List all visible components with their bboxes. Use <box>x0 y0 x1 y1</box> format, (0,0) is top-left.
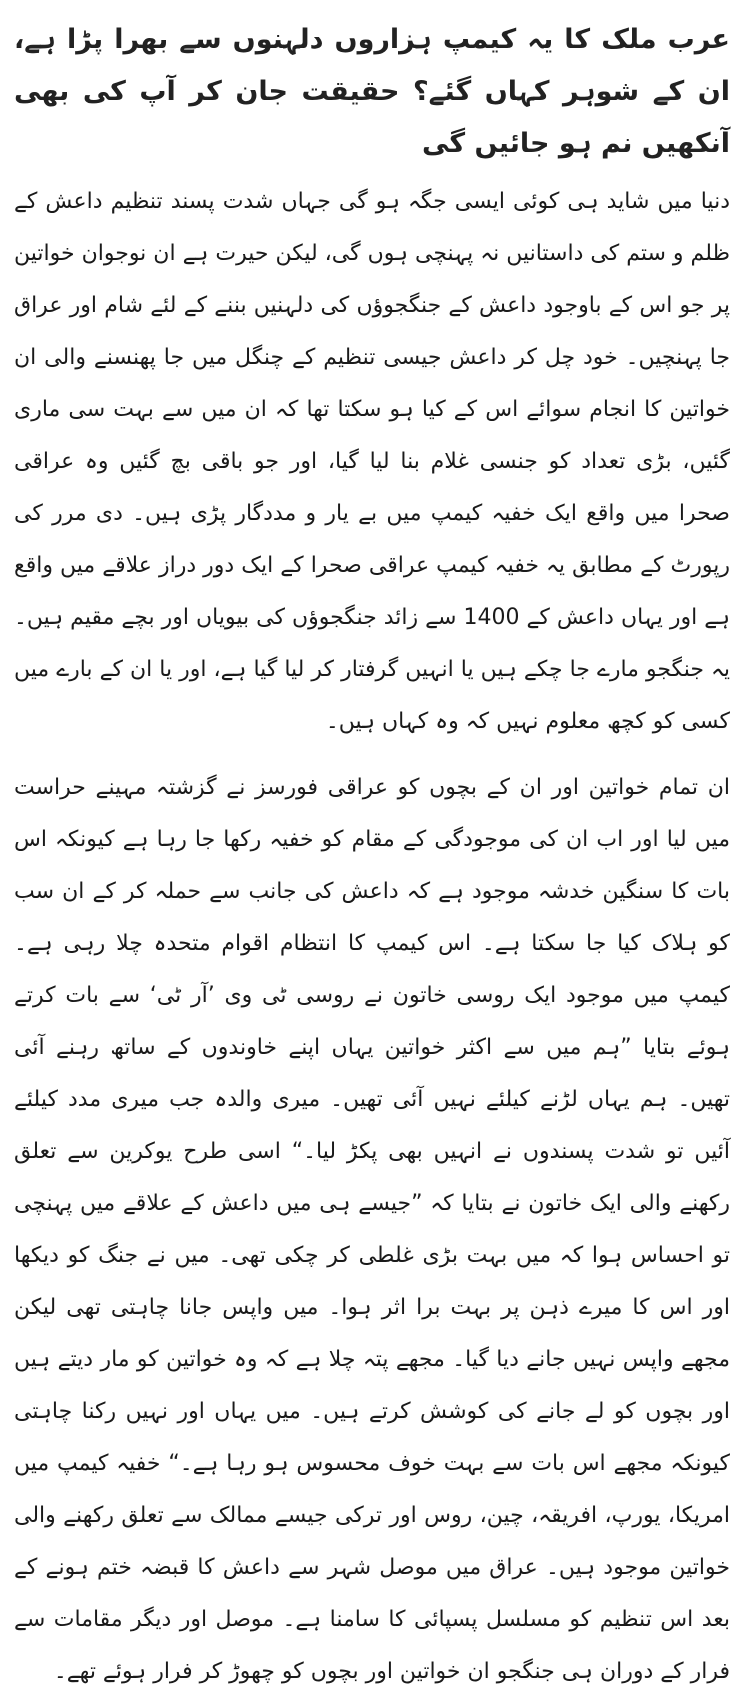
article-paragraph-1: دنیا میں شاید ہی کوئی ایسی جگہ ہو گی جہاں شدت پسند تنظیم داعش کے ظلم و ستم کی داستانیں نہ پہنچی ہوں گی، لیکن حیرت ہے ان نوجوان خواتین پر جو اس کے باوجود داعش کے جنگجوؤں کی دلہنیں بننے کے لئے شام اور عراق جا پہنچیں۔ خود چل کر داعش جیسی تنظیم کے چنگل میں جا پھنسنے والی ان خواتین کا انجام سوائے اس کے کیا ہو سکتا تھا کہ ان میں سے بہت سی ماری گئیں، بڑی تعداد کو جنسی غلام بنا لیا گیا، اور جو باقی بچ گئیں وہ عراقی صحرا میں واقع ایک خفیہ کیمپ میں بے یار و مددگار پڑی ہیں۔ دی مرر کی رپورٹ کے مطابق یہ خفیہ کیمپ عراقی صحرا کے ایک دور دراز علاقے میں واقع ہے اور یہاں داعش کے 1400 سے زائد جنگجوؤں کی بیویاں اور بچے مقیم ہیں۔ یہ جنگجو مارے جا چکے ہیں یا انہیں گرفتار کر لیا گیا ہے، اور یا ان کے بارے میں کسی کو کچھ معلوم نہیں کہ وہ کہاں ہیں۔ <box>14 189 730 734</box>
article <box>14 14 730 1698</box>
article-headline: عرب ملک کا یہ کیمپ ہزاروں دلہنوں سے بھرا پڑا ہے، ان کے شوہر کہاں گئے؟ حقیقت جان کر آپ کی بھی آنکھیں نم ہو جائیں گی <box>14 24 730 159</box>
article-paragraph-2: ان تمام خواتین اور ان کے بچوں کو عراقی فورسز نے گزشتہ مہینے حراست میں لیا اور اب ان کی موجودگی کے مقام کو خفیہ رکھا جا رہا ہے کیونکہ اس بات کا سنگین خدشہ موجود ہے کہ داعش کی جانب سے حملہ کر کے ان سب کو ہلاک کیا جا سکتا ہے۔ اس کیمپ کا انتظام اقوام متحدہ چلا رہی ہے۔ کیمپ میں موجود ایک روسی خاتون نے روسی ٹی وی ’آر ٹی‘ سے بات کرتے ہوئے بتایا ”ہم میں سے اکثر خواتین یہاں اپنے خاوندوں کے ساتھ رہنے آئی تھیں۔ ہم یہاں لڑنے کیلئے نہیں آئی تھیں۔ میری والدہ جب میری مدد کیلئے آئیں تو شدت پسندوں نے انہیں بھی پکڑ لیا۔“ اسی طرح یوکرین سے تعلق رکھنے والی ایک خاتون نے بتایا کہ ”جیسے ہی میں داعش کے علاقے میں پہنچی تو احساس ہوا کہ میں بہت بڑی غلطی کر چکی تھی۔ میں نے جنگ کو دیکھا اور اس کا میرے ذہن پر بہت برا اثر ہوا۔ میں واپس جانا چاہتی تھی لیکن مجھے واپس نہیں جانے دیا گیا۔ مجھے پتہ چلا ہے کہ وہ خواتین کو مار دیتے ہیں اور بچوں کو لے جانے کی کوشش کرتے ہیں۔ میں یہاں اور نہیں رکنا چاہتی کیونکہ مجھے اس بات سے بہت خوف محسوس ہو رہا ہے۔“ خفیہ کیمپ میں امریکا، یورپ، افریقہ، چین، روس اور ترکی جیسے ممالک سے تعلق رکھنے والی خواتین موجود ہیں۔ عراق میں موصل شہر سے داعش کا قبضہ ختم ہونے کے بعد اس تنظیم کو مسلسل پسپائی کا سامنا ہے۔ موصل اور دیگر مقامات سے فرار کے دوران ہی جنگجو ان خواتین اور بچوں کو چھوڑ کر فرار ہوئے تھے۔ <box>14 775 730 1684</box>
